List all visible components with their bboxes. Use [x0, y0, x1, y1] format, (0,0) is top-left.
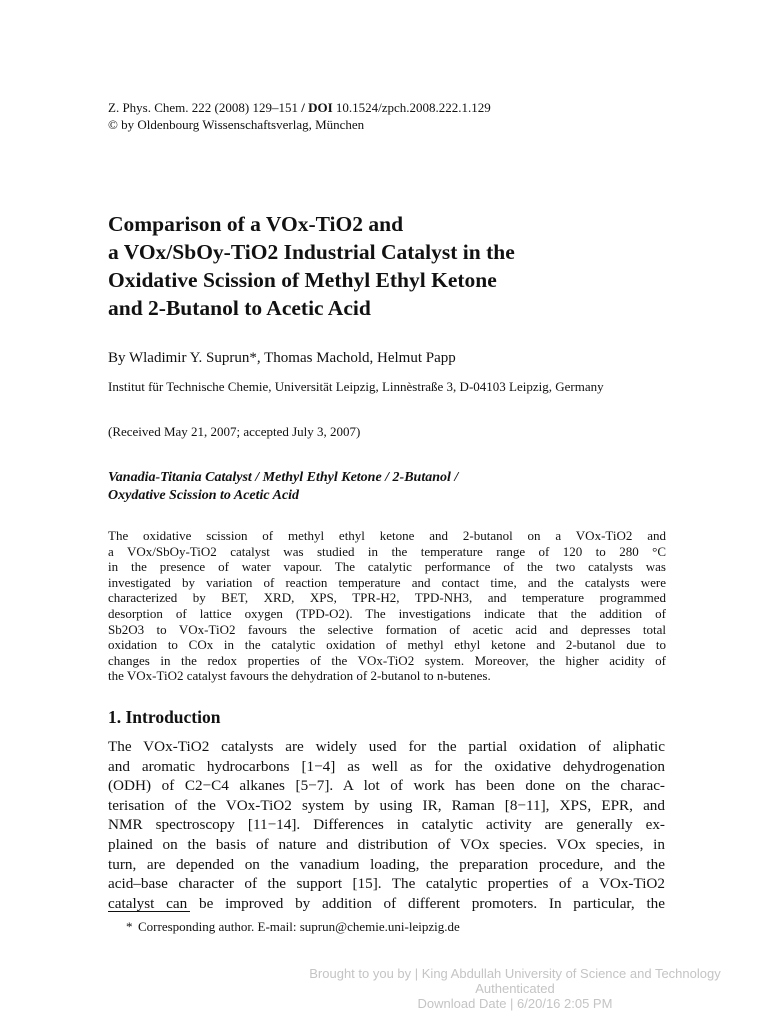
body-line: turn, are depended on the vanadium loading, the preparation procedure, and the	[108, 855, 665, 873]
abstract-line: Sb2O3 to VOx-TiO2 favours the selective formation of acetic acid and depresses total	[108, 621, 666, 637]
abstract-line: The oxidative scission of methyl ethyl ketone and 2-butanol on a VOx-TiO2 and	[108, 528, 666, 543]
body-line: acid–base character of the support [15]. The catalytic properties of a VOx-TiO2	[108, 875, 665, 893]
journal-header	[108, 99, 491, 133]
body-line: The VOx-TiO2 catalysts are widely used for the partial oxidation of aliphatic	[108, 738, 665, 755]
body-line: terisation of the VOx-TiO2 system by using IR, Raman [8−11], XPS, EPR, and	[108, 796, 665, 814]
footnote-text: Corresponding author. E-mail: suprun@chemie.uni-leipzig.de	[138, 919, 460, 934]
author-list: By Wladimir Y. Suprun*, Thomas Machold, Helmut Papp	[108, 350, 456, 366]
watermark-line: Authenticated	[475, 981, 555, 996]
abstract-line: investigated by variation of reaction temperature and contact time, and the catalysts were	[108, 574, 666, 590]
body-line: catalyst can be improved by addition of different promoters. In particular, the	[108, 894, 665, 912]
doi-label: / DOI	[301, 100, 333, 115]
publisher-line: © by Oldenbourg Wissenschaftsverlag, München	[108, 117, 365, 132]
abstract-line: desorption of lattice oxygen (TPD-O2). The investigations indicate that the addition of	[108, 605, 666, 621]
footnote	[126, 919, 460, 935]
body-line: NMR spectroscopy [11−14]. Differences in catalytic activity are generally ex-	[108, 816, 665, 834]
abstract-line: changes in the redox properties of the VOx-TiO2 system. Moreover, the higher acidity of	[108, 652, 666, 668]
watermark-line: Download Date | 6/20/16 2:05 PM	[417, 996, 613, 1011]
footnote-divider	[108, 911, 190, 912]
section-heading-introduction: 1. Introduction	[108, 707, 221, 727]
download-watermark	[280, 966, 750, 1011]
keywords-line: Oxydative Scission to Acetic Acid	[108, 488, 300, 503]
watermark-line: Brought to you by | King Abdullah University of Science and Technology	[309, 966, 721, 981]
keywords-line: Vanadia-Titania Catalyst / Methyl Ethyl Ketone / 2-Butanol /	[108, 470, 459, 485]
abstract-line: oxidation to COx in the catalytic oxidation of methyl ethyl ketone and 2-butanol due to	[108, 637, 666, 653]
title-line: a VOx/SbOy-TiO2 Industrial Catalyst in the	[108, 240, 515, 264]
footnote-mark: *	[126, 919, 133, 934]
title-line: Comparison of a VOx-TiO2 and	[108, 212, 404, 236]
body-line: (ODH) of C2−C4 alkanes [5−7]. A lot of work has been done on the charac-	[108, 777, 665, 795]
abstract	[108, 528, 666, 684]
affiliation: Institut für Technische Chemie, Universität Leipzig, Linnèstraße 3, D-04103 Leipzig, Germany	[108, 379, 604, 394]
doi-value: 10.1524/zpch.2008.222.1.129	[335, 100, 491, 115]
body-line: and aromatic hydrocarbons [1−4] as well as for the oxidative dehydrogenation	[108, 757, 665, 775]
abstract-line: characterized by BET, XRD, XPS, TPR-H2, TPD-NH3, and temperature programmed	[108, 590, 666, 606]
abstract-line: in the presence of water vapour. The catalytic performance of the two catalysts was	[108, 559, 666, 575]
keywords	[108, 469, 668, 505]
abstract-line: the VOx-TiO2 catalyst favours the dehydration of 2-butanol to n-butenes.	[108, 668, 491, 684]
journal-citation-line	[108, 99, 491, 116]
article-title	[108, 210, 668, 322]
received-dates: (Received May 21, 2007; accepted July 3, 2007)	[108, 424, 361, 439]
journal-citation: Z. Phys. Chem. 222 (2008) 129–151	[108, 100, 298, 115]
body-line: plained on the basis of nature and distribution of VOx species. VOx species, in	[108, 835, 665, 853]
introduction-body	[108, 737, 665, 913]
title-line: and 2-Butanol to Acetic Acid	[108, 296, 371, 320]
abstract-line: a VOx/SbOy-TiO2 catalyst was studied in the temperature range of 120 to 280 °C	[108, 543, 666, 559]
title-line: Oxidative Scission of Methyl Ethyl Ketone	[108, 268, 497, 292]
